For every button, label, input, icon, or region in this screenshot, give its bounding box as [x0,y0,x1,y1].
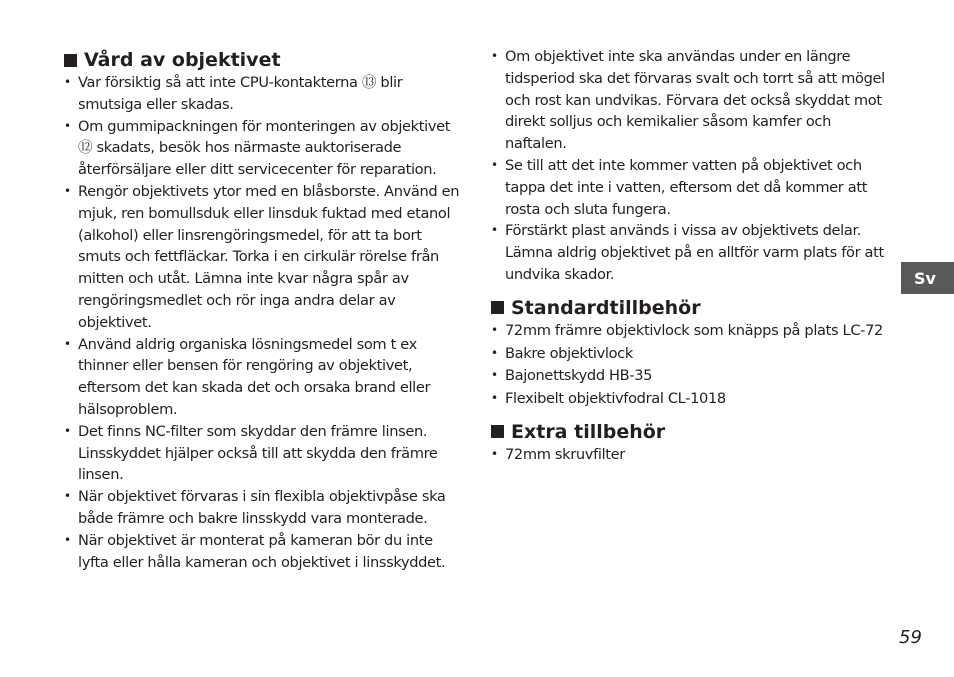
list-item: • 72mm skruvfilter [491,444,891,466]
list-item: • Se till att det inte kommer vatten på objektivet och tappa det inte i vatten, eftersom det då kommer att rosta och sluta fungera. [491,155,891,220]
square-bullet-icon [491,425,504,438]
extra-accessories-list [491,444,891,466]
list-item: • Bajonettskydd HB-35 [491,365,891,387]
list-item: • Om gummipackningen för monteringen av objektivet ⑫ skadats, besök hos närmaste auktoriserade återförsäljare eller ditt servicecenter för reparation. [64,116,464,181]
list-item: • När objektivet förvaras i sin flexibla objektivpåse ska både främre och bakre linsskydd vara monterade. [64,486,464,530]
list-item: • Flexibelt objektivfodral CL-1018 [491,388,891,410]
square-bullet-icon [491,301,504,314]
list-item: • Använd aldrig organiska lösningsmedel som t ex thinner eller bensen för rengöring av objektivet, eftersom det kan skada det och orsaka brand eller hälsoproblem. [64,334,464,421]
list-item: • Bakre objektivlock [491,343,891,365]
list-item: • Förstärkt plast används i vissa av objektivets delar. Lämna aldrig objektivet på en alltför varm plats för att undvika skador. [491,220,891,285]
list-item: • Rengör objektivets ytor med en blåsborste. Använd en mjuk, ren bomullsduk eller linsduk fuktad med etanol (alkohol) eller linsrengöringsmedel, för att ta bort smuts och fettfläckar. Torka i en cirkulär rörelse från mitten och utåt. Lämna inte kvar några spår av rengöringsmedlet och rör inga andra delar av objektivet. [64,181,464,334]
square-bullet-icon [64,54,77,67]
page-number: 59 [899,627,922,648]
standard-accessories-list [491,320,891,410]
section-heading-lens-care: Vård av objektivet [64,48,464,72]
list-item: • 72mm främre objektivlock som knäpps på plats LC-72 [491,320,891,342]
lens-care-list-continued [491,46,891,286]
left-column [64,48,464,573]
lens-care-list [64,72,464,573]
right-column [491,46,891,466]
language-tab: Sv [901,262,954,294]
section-heading-extra-accessories: Extra tillbehör [491,420,891,444]
list-item: • Var försiktig så att inte CPU-kontakterna ⑬ blir smutsiga eller skadas. [64,72,464,116]
list-item: • Om objektivet inte ska användas under en längre tidsperiod ska det förvaras svalt och torrt så att mögel och rost kan undvikas. Förvara det också skyddat mot direkt solljus och kemikalier såsom kamfer och naftalen. [491,46,891,155]
list-item: • Det finns NC-filter som skyddar den främre linsen. Linsskyddet hjälper också till att skydda den främre linsen. [64,421,464,486]
list-item: • När objektivet är monterat på kameran bör du inte lyfta eller hålla kameran och objektivet i linsskyddet. [64,530,464,574]
section-heading-standard-accessories: Standardtillbehör [491,296,891,320]
